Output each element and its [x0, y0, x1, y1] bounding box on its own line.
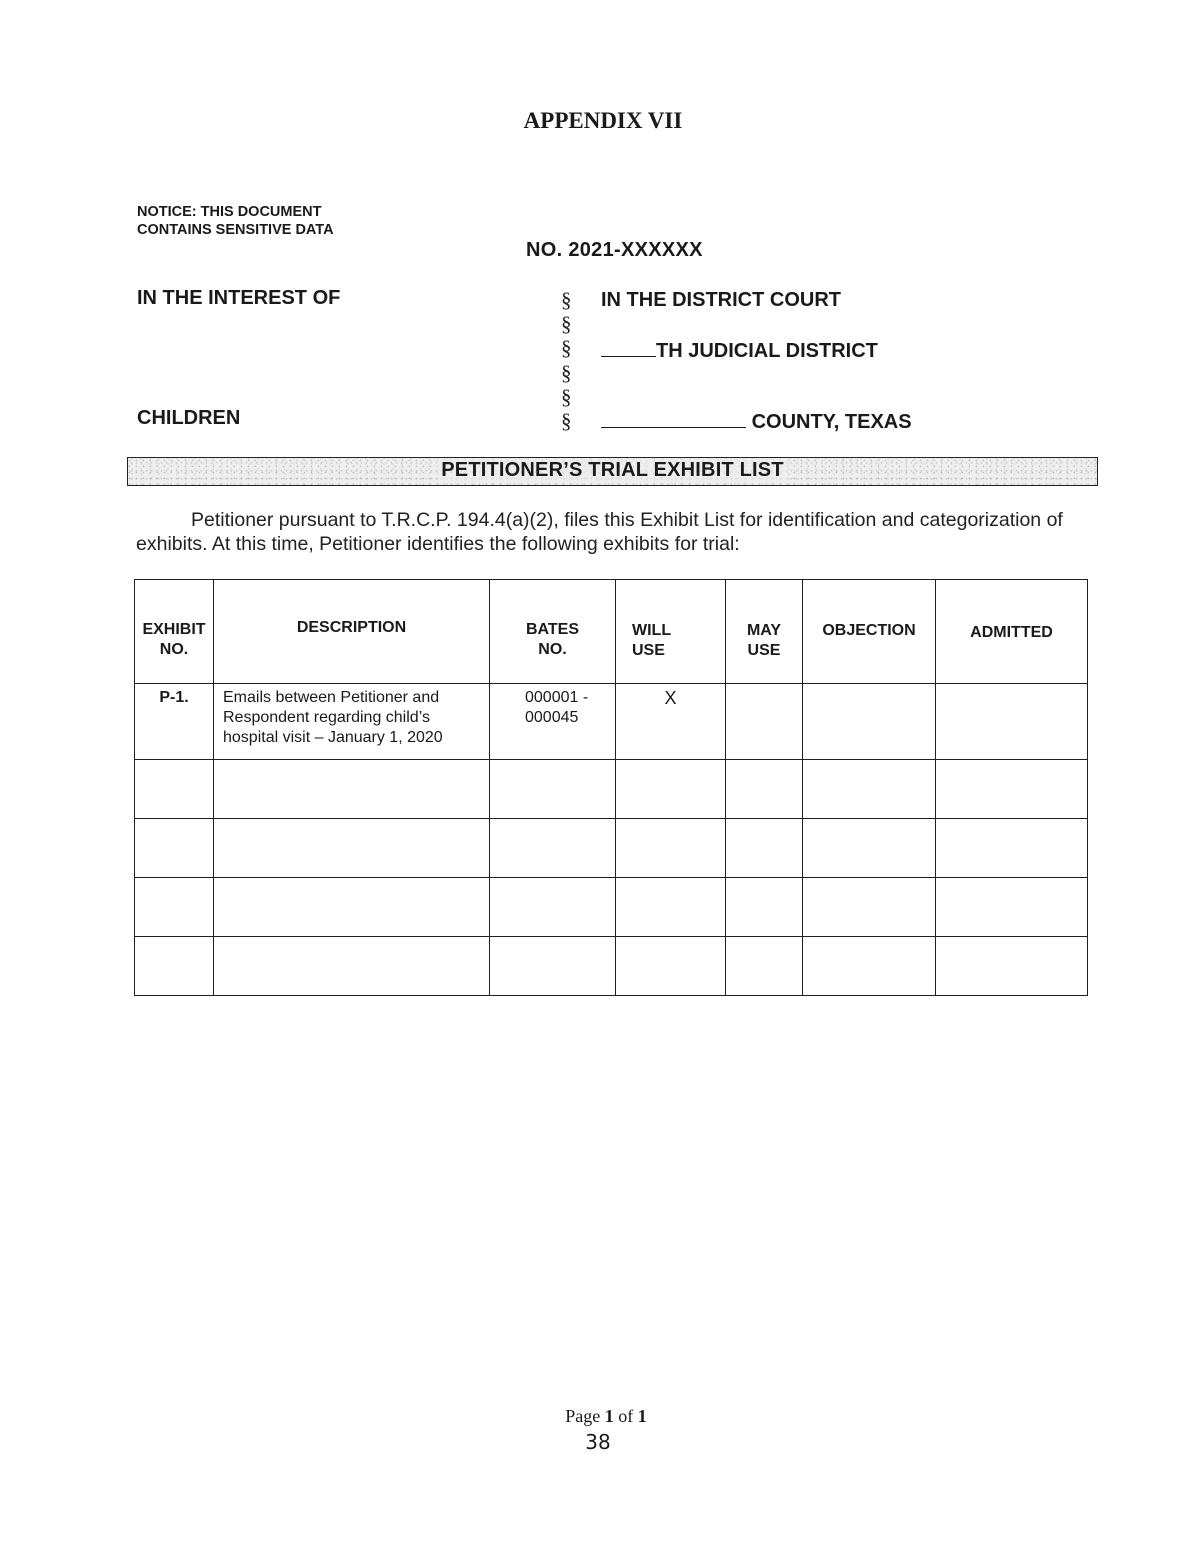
header-bates-no — [490, 580, 616, 684]
description-line-1: Emails between Petitioner and — [223, 689, 440, 706]
table-row — [135, 878, 1088, 937]
intro-text: Petitioner pursuant to T.R.C.P. 194.4(a)(2), files this Exhibit List for identification and categorization of exhibits. At this time, Petitioner identifies the following exhibits for trial: — [136, 509, 1063, 555]
cell-may-use — [726, 937, 803, 996]
exhibit-list-banner — [127, 457, 1098, 486]
cell-will-use: X — [616, 684, 726, 760]
page-total: 1 — [637, 1406, 647, 1426]
cell-description — [214, 819, 490, 878]
notice-line-2: CONTAINS SENSITIVE DATA — [137, 222, 334, 238]
caption-judicial-district — [601, 338, 878, 363]
page-current: 1 — [604, 1406, 614, 1426]
section-symbol: § — [561, 288, 572, 312]
header-admitted-label: ADMITTED — [970, 624, 1053, 641]
header-objection-label: OBJECTION — [822, 622, 916, 639]
header-may-use-line-2: USE — [747, 642, 781, 659]
section-symbol: § — [561, 360, 572, 385]
page-number: 38 — [585, 1430, 611, 1454]
page-footer — [0, 1406, 1200, 1427]
cell-exhibit-no — [135, 760, 214, 819]
cell-description — [214, 684, 490, 760]
section-symbol-column — [561, 288, 572, 433]
bates-line-2: 000045 — [525, 709, 579, 726]
bates-line-1: 000001 - — [525, 689, 589, 706]
header-description — [214, 580, 490, 684]
header-may-use-line-1: MAY — [746, 622, 782, 639]
cell-may-use — [726, 684, 803, 760]
cell-may-use — [726, 878, 803, 937]
exhibit-table — [134, 579, 1088, 996]
header-description-label: DESCRIPTION — [296, 619, 407, 636]
caption-children: CHILDREN — [137, 407, 241, 429]
header-admitted — [936, 580, 1088, 684]
sensitive-data-notice — [137, 203, 334, 239]
cell-bates-no — [490, 760, 616, 819]
cell-bates-no — [490, 684, 616, 760]
cell-admitted — [936, 684, 1088, 760]
case-number: NO. 2021-XXXXXX — [526, 239, 703, 261]
header-will-use — [616, 580, 726, 684]
caption-district-court: IN THE DISTRICT COURT — [601, 289, 841, 311]
county-name-blank — [601, 409, 746, 428]
cell-objection — [803, 878, 936, 937]
cell-objection — [803, 937, 936, 996]
cell-admitted — [936, 878, 1088, 937]
cell-exhibit-no — [135, 819, 214, 878]
header-will-use-line-1: WILL — [632, 622, 672, 639]
cell-bates-no — [490, 878, 616, 937]
cell-description — [214, 760, 490, 819]
cell-admitted — [936, 937, 1088, 996]
intro-paragraph — [136, 508, 1096, 556]
cell-will-use — [616, 937, 726, 996]
cell-admitted — [936, 819, 1088, 878]
notice-line-1: NOTICE: THIS DOCUMENT — [137, 204, 322, 220]
appendix-title: APPENDIX VII — [523, 108, 683, 133]
header-will-use-line-2: USE — [632, 642, 665, 659]
cell-will-use — [616, 819, 726, 878]
description-line-3: hospital visit – January 1, 2020 — [223, 729, 443, 746]
cell-objection — [803, 760, 936, 819]
cell-admitted — [936, 760, 1088, 819]
caption-county — [601, 409, 912, 434]
judicial-district-label: TH JUDICIAL DISTRICT — [656, 340, 878, 362]
section-symbol: § — [561, 312, 572, 337]
header-exhibit-no — [135, 580, 214, 684]
table-row — [135, 819, 1088, 878]
header-bates-line-2: NO. — [538, 641, 567, 658]
cell-exhibit-no: P-1. — [135, 684, 214, 760]
section-symbol: § — [561, 384, 572, 409]
county-label: COUNTY, TEXAS — [751, 411, 912, 433]
section-symbol: § — [561, 409, 572, 434]
table-header-row — [135, 580, 1088, 684]
cell-bates-no — [490, 819, 616, 878]
table-row — [135, 760, 1088, 819]
page-label: Page — [565, 1406, 601, 1426]
header-exhibit-no-line-2: NO. — [159, 641, 189, 658]
cell-bates-no — [490, 937, 616, 996]
district-number-blank — [601, 338, 656, 357]
header-exhibit-no-line-1: EXHIBIT — [142, 621, 206, 638]
cell-will-use — [616, 760, 726, 819]
header-objection — [803, 580, 936, 684]
cell-description — [214, 937, 490, 996]
cell-objection — [803, 684, 936, 760]
table-row — [135, 937, 1088, 996]
cell-description — [214, 878, 490, 937]
cell-objection — [803, 819, 936, 878]
page-of: of — [618, 1406, 634, 1426]
cell-exhibit-no — [135, 878, 214, 937]
cell-may-use — [726, 819, 803, 878]
header-may-use — [726, 580, 803, 684]
table-row — [135, 684, 1088, 760]
cell-will-use — [616, 878, 726, 937]
cell-may-use — [726, 760, 803, 819]
header-bates-line-1: BATES — [525, 621, 580, 638]
section-symbol: § — [561, 336, 572, 361]
exhibit-list-title: PETITIONER’S TRIAL EXHIBIT LIST — [437, 459, 788, 481]
cell-exhibit-no — [135, 937, 214, 996]
description-line-2: Respondent regarding child’s — [223, 709, 430, 726]
caption-interest-of: IN THE INTEREST OF — [137, 287, 341, 309]
